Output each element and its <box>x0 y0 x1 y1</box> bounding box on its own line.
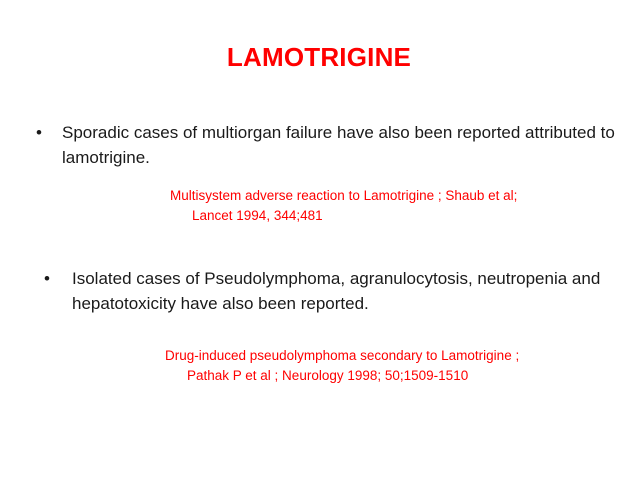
bullet-text: Isolated cases of Pseudolymphoma, agranulocytosis, neutropenia and hepatotoxicity have also been reported. <box>72 269 601 313</box>
slide-title: LAMOTRIGINE <box>226 42 412 72</box>
reference-line-2: Lancet 1994, 344;481 <box>192 208 323 223</box>
bullet-item-2 <box>44 266 604 316</box>
bullet-glyph: • <box>36 123 42 142</box>
reference-line-2: Pathak P et al ; Neurology 1998; 50;1509-1510 <box>187 368 469 383</box>
bullet-glyph: • <box>44 269 50 288</box>
reference-line-1: Multisystem adverse reaction to Lamotrigine ; Shaub et al; <box>170 188 518 203</box>
bullet-item-1 <box>36 120 621 170</box>
reference-line-1: Drug-induced pseudolymphoma secondary to Lamotrigine ; <box>165 348 520 363</box>
bullet-text: Sporadic cases of multiorgan failure have also been reported attributed to lamotrigine. <box>62 123 615 167</box>
reference-citation-1 <box>170 186 620 226</box>
reference-citation-2 <box>165 346 615 386</box>
